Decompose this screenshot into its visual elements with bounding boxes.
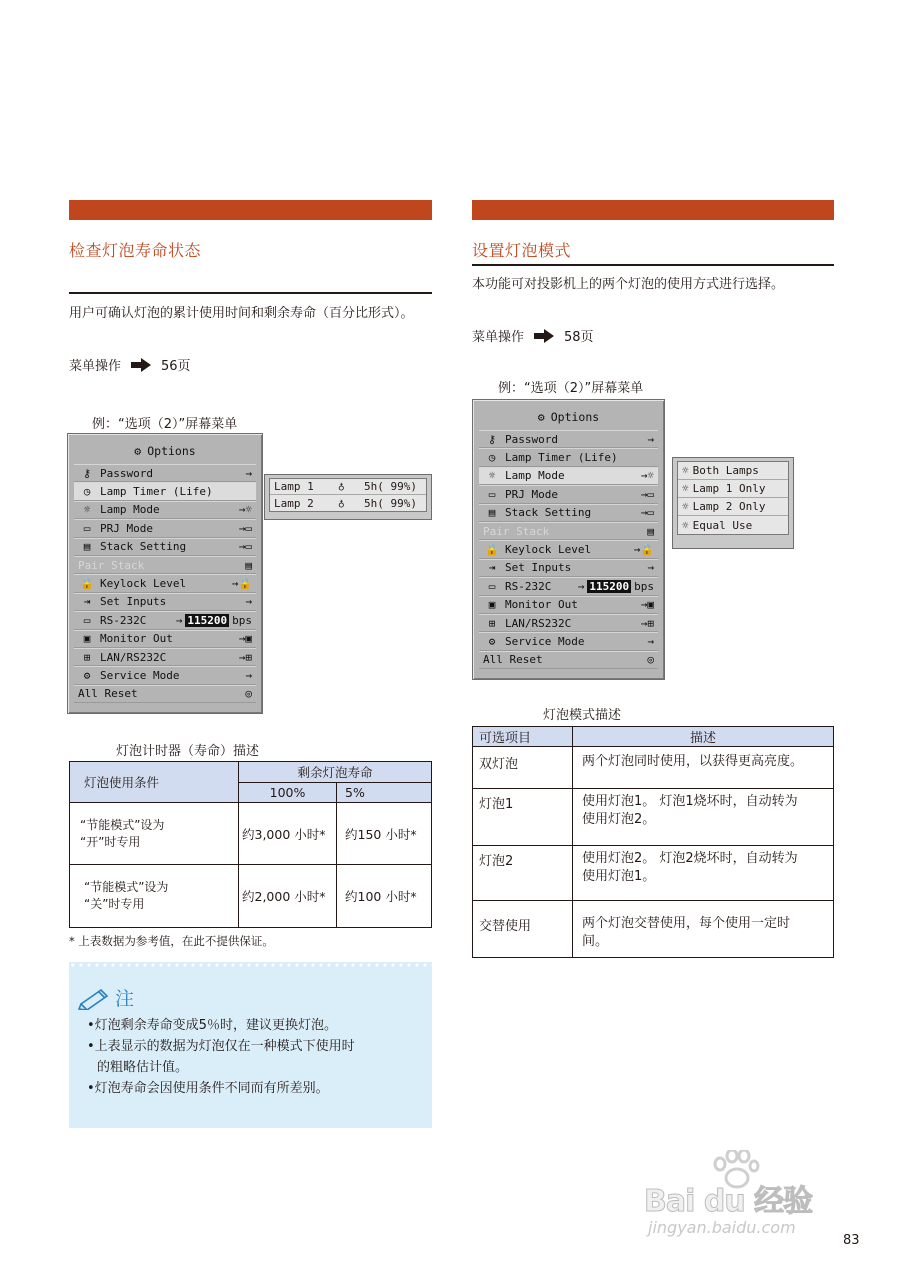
osd-item-keylock[interactable]: 🔒 Keylock Level →🔒 <box>74 574 256 592</box>
osd-item-pair-stack: Pair Stack ▤ <box>74 556 256 574</box>
note-dotted-edge <box>69 962 432 968</box>
lamp-icon: ☼ <box>682 518 689 532</box>
th-5: 5% <box>337 783 432 803</box>
bulb-icon: ♁ <box>338 496 345 510</box>
osd-item-lan-rs232c[interactable]: ⊞ LAN/RS232C →⊞ <box>74 648 256 666</box>
th-desc: 描述 <box>573 727 834 747</box>
table-row: 交替使用 两个灯泡交替使用，每个使用一定时 间。 <box>473 901 834 958</box>
osd-item-set-inputs[interactable]: ⇥ Set Inputs → <box>74 593 256 611</box>
lamp-icon: ☼ <box>682 482 689 495</box>
osd-item-monitor-out[interactable]: ▣ Monitor Out →▣ <box>479 596 658 614</box>
timer-icon: ◷ <box>83 485 91 499</box>
input-icon: ⇥ <box>488 561 496 575</box>
watermark-brand: Bai du 经验 <box>644 1184 813 1219</box>
table-row: 灯泡1 使用灯泡1。 灯泡1烧坏时，自动转为 使用灯泡2。 <box>473 789 834 846</box>
osd-item-prj-mode[interactable]: ▭ PRJ Mode →▭ <box>74 519 256 537</box>
osd-item-lamp-timer[interactable]: ◷ Lamp Timer (Life) <box>479 448 658 466</box>
lamp-mode-option[interactable]: ☼ Lamp 1 Only <box>678 480 788 498</box>
network-icon: ⊞ <box>488 616 496 630</box>
lamp-mode-option[interactable]: ☼ Lamp 2 Only <box>678 498 788 516</box>
osd-item-service-mode[interactable]: ⚙ Service Mode → <box>479 632 658 650</box>
menu-op-page: 58页 <box>564 330 594 345</box>
service-icon: ⚙ <box>83 668 91 682</box>
osd-item-prj-mode[interactable]: ▭ PRJ Mode →▭ <box>479 485 658 503</box>
lamp-timer-box <box>269 478 427 512</box>
note-item: •上表显示的数据为灯泡仅在一种模式下使用时 <box>87 1039 355 1054</box>
bulb-icon: ♁ <box>338 480 345 493</box>
timer-icon: ◷ <box>488 451 496 465</box>
key-icon: ⚷ <box>487 432 497 446</box>
note-item: •灯泡寿命会因使用条件不同而有所差别。 <box>87 1081 329 1096</box>
monitor-icon: ▣ <box>488 598 496 612</box>
osd-menu-left <box>67 433 263 714</box>
arrow-right-icon <box>131 358 151 372</box>
section-rule-right <box>472 264 834 266</box>
service-icon: ⚙ <box>488 634 496 648</box>
osd-menu-right <box>472 399 665 680</box>
osd-item-service-mode[interactable]: ⚙ Service Mode → <box>74 666 256 684</box>
osd-item-stack-setting[interactable]: ▤ Stack Setting →▭ <box>479 504 658 522</box>
osd-title: Options <box>147 444 196 458</box>
section-title-left: 检查灯泡寿命状态 <box>69 241 202 260</box>
table-row: 双灯泡 两个灯泡同时使用，以获得更高亮度。 <box>473 747 834 789</box>
projector-icon: ▭ <box>488 487 496 501</box>
lamp-icon: ☼ <box>488 469 496 483</box>
section-bar-left <box>69 200 432 220</box>
osd-item-all-reset[interactable]: All Reset ◎ <box>479 651 658 669</box>
osd-item-keylock[interactable]: 🔒 Keylock Level →🔒 <box>479 540 658 558</box>
input-icon: ⇥ <box>83 595 91 609</box>
lamp-timer-popup <box>264 474 432 520</box>
note-title: 注 <box>115 988 135 1010</box>
baidu-watermark <box>644 1150 854 1240</box>
lamp-life-table <box>69 761 432 928</box>
lamp-mode-option[interactable]: ☼ Equal Use <box>682 518 753 532</box>
key-icon: ⚷ <box>82 466 92 480</box>
lamp-mode-submenu <box>672 457 794 549</box>
menu-op-right <box>472 326 594 345</box>
th-option: 可选项目 <box>473 727 573 747</box>
footnote: * 上表数据为参考值，在此不提供保证。 <box>69 934 274 948</box>
lamp-icon: ☼ <box>682 500 689 513</box>
note-item: 的粗略估计值。 <box>97 1060 189 1075</box>
th-remaining: 剩余灯泡寿命 <box>239 762 432 783</box>
menu-op-label: 菜单操作 <box>472 330 525 345</box>
th-condition: 灯泡使用条件 <box>70 762 239 803</box>
intro-text-right: 本功能可对投影机上的两个灯泡的使用方式进行选择。 <box>472 277 785 292</box>
options-icon: ⚙ <box>537 410 545 424</box>
serial-port-icon: ▭ <box>83 613 91 627</box>
section-bar-right <box>472 200 834 220</box>
options-icon: ⚙ <box>134 444 142 458</box>
table-row: “节能模式”设为 “开”时专用 约3,000 小时* 约150 小时* <box>70 803 432 865</box>
osd-item-monitor-out[interactable]: ▣ Monitor Out →▣ <box>74 630 256 648</box>
osd-header <box>74 438 256 464</box>
osd-item-rs232c[interactable]: ▭ RS-232C → 115200 bps <box>479 577 658 595</box>
osd-item-stack-setting[interactable]: ▤ Stack Setting →▭ <box>74 538 256 556</box>
section-title-right: 设置灯泡模式 <box>472 241 572 260</box>
osd-item-set-inputs[interactable]: ⇥ Set Inputs → <box>479 559 658 577</box>
osd-item-password[interactable]: ⚷ Password → <box>74 464 256 482</box>
th-100: 100% <box>239 783 337 803</box>
osd-header <box>479 404 658 430</box>
menu-op-left <box>69 355 191 374</box>
osd-item-rs232c[interactable]: ▭ RS-232C → 115200 bps <box>74 611 256 629</box>
lamp-mode-table <box>472 726 834 958</box>
monitor-icon: ▣ <box>83 632 91 646</box>
osd-item-lan-rs232c[interactable]: ⊞ LAN/RS232C →⊞ <box>479 614 658 632</box>
network-icon: ⊞ <box>83 650 91 664</box>
lamp-row: Lamp 1 ♁ 5h( 99%) <box>270 479 426 495</box>
pencil-icon <box>77 986 113 1010</box>
lamp-icon: ☼ <box>83 503 91 517</box>
example-left: 例：“选项（2）”屏幕菜单 <box>92 417 238 432</box>
page-number: 83 <box>843 1233 860 1248</box>
table-caption-left: 灯泡计时器（寿命）描述 <box>116 744 260 759</box>
menu-op-page: 56页 <box>161 359 191 374</box>
osd-item-all-reset[interactable]: All Reset ◎ <box>74 685 256 703</box>
stack-icon: ▤ <box>488 506 496 520</box>
menu-op-label: 菜单操作 <box>69 359 122 374</box>
example-right: 例：“选项（2）”屏幕菜单 <box>498 381 644 396</box>
serial-port-icon: ▭ <box>488 579 496 593</box>
lamp-row: Lamp 2 ♁ 5h( 99%) <box>274 496 417 510</box>
osd-item-lamp-timer[interactable]: ◷ Lamp Timer (Life) <box>74 482 256 500</box>
baud-rate: 115200 <box>187 613 228 627</box>
stack-icon: ▤ <box>83 540 91 554</box>
projector-icon: ▭ <box>83 521 91 535</box>
intro-text-left: 用户可确认灯泡的累计使用时间和剩余寿命（百分比形式）。 <box>69 306 414 321</box>
osd-item-pair-stack: Pair Stack ▤ <box>479 522 658 540</box>
table-caption-right: 灯泡模式描述 <box>543 708 622 723</box>
watermark-url: jingyan.baidu.com <box>648 1218 796 1237</box>
lock-icon: 🔒 <box>80 577 94 591</box>
osd-title: Options <box>550 410 600 424</box>
note-box <box>69 962 432 1128</box>
section-rule-left <box>69 292 432 294</box>
note-item: •灯泡剩余寿命变成5％时，建议更换灯泡。 <box>87 1018 337 1033</box>
lamp-mode-option[interactable]: ☼ Both Lamps <box>678 462 788 480</box>
arrow-right-icon <box>534 329 554 343</box>
baud-rate: 115200 <box>589 579 630 593</box>
osd-item-lamp-mode[interactable]: ☼ Lamp Mode →☼ <box>479 467 658 485</box>
table-row: “节能模式”设为 “关”时专用 约2,000 小时* 约100 小时* <box>70 865 432 928</box>
lock-icon: 🔒 <box>485 543 499 557</box>
osd-item-password[interactable]: ⚷ Password → <box>479 430 658 448</box>
osd-item-lamp-mode[interactable]: ☼ Lamp Mode →☼ <box>74 501 256 519</box>
table-row: 灯泡2 使用灯泡2。 灯泡2烧坏时，自动转为 使用灯泡1。 <box>473 846 834 901</box>
lamp-icon: ☼ <box>682 464 689 477</box>
